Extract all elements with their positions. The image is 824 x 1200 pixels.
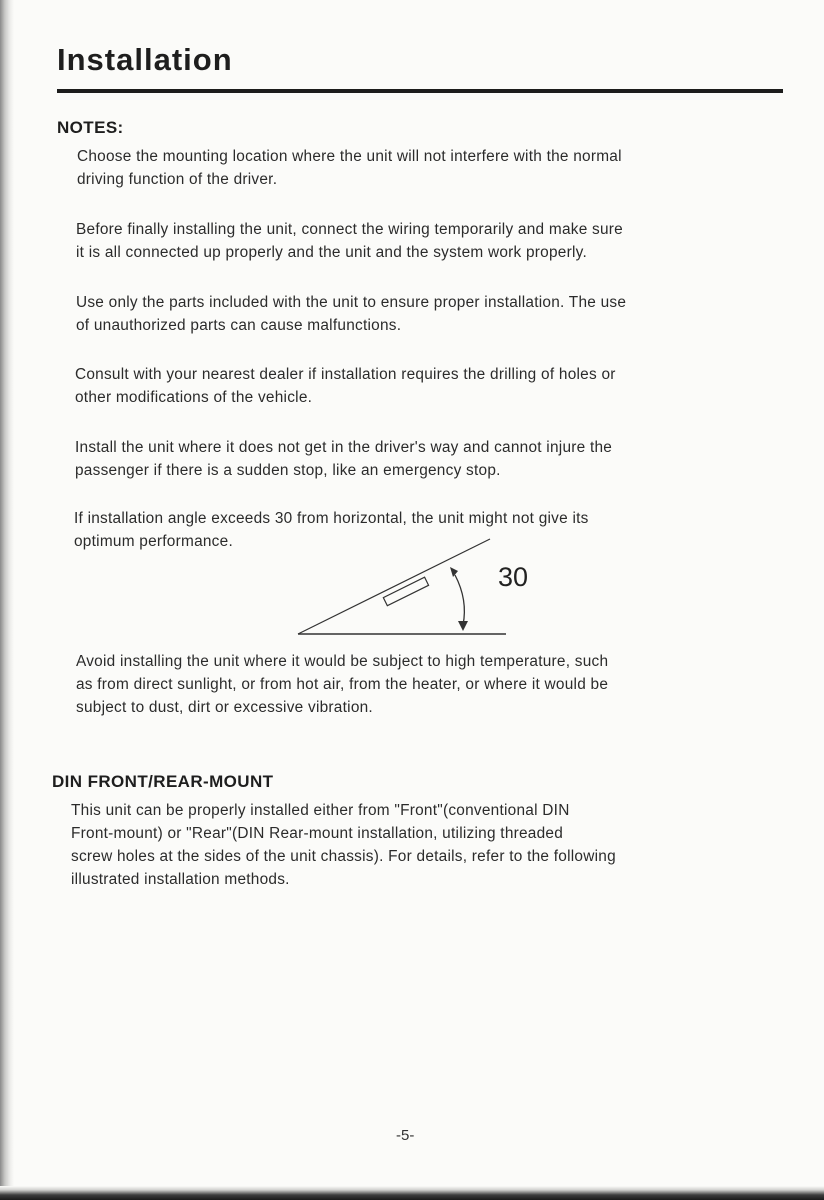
din-line: illustrated installation methods.: [71, 871, 290, 888]
page-bottom-edge: [0, 1186, 824, 1200]
note-line: passenger if there is a sudden stop, like an emergency stop.: [75, 462, 501, 479]
din-line: This unit can be properly installed either from "Front"(conventional DIN: [71, 802, 570, 819]
din-mount-paragraph: [71, 799, 616, 891]
notes-heading: NOTES:: [57, 118, 124, 137]
page-number: -5-: [396, 1127, 415, 1144]
unit-rectangle: [383, 577, 428, 605]
note-line: Consult with your nearest dealer if installation requires the drilling of holes or: [75, 366, 616, 383]
note-paragraph: [75, 436, 612, 482]
note-paragraph: [75, 363, 616, 409]
note-line: optimum performance.: [74, 533, 233, 550]
angle-line: [298, 539, 490, 634]
note-line: Before finally installing the unit, connect the wiring temporarily and make sure: [76, 221, 623, 238]
arrow-head-up: [450, 567, 458, 577]
note-line: subject to dust, dirt or excessive vibration.: [76, 699, 373, 716]
note-paragraph: [76, 291, 626, 337]
note-paragraph: [76, 218, 623, 264]
note-line: Choose the mounting location where the unit will not interfere with the normal: [77, 148, 622, 165]
note-line: If installation angle exceeds 30 from horizontal, the unit might not give its: [74, 510, 589, 527]
note-paragraph: [76, 650, 608, 719]
note-line: Avoid installing the unit where it would be subject to high temperature, such: [76, 653, 609, 670]
note-line: other modifications of the vehicle.: [75, 389, 313, 406]
title-underline: [57, 89, 783, 93]
angle-arc: [455, 575, 464, 625]
din-line: Front-mount) or "Rear"(DIN Rear-mount installation, utilizing threaded: [71, 825, 564, 842]
note-line: driving function of the driver.: [77, 171, 278, 188]
note-paragraph: [77, 145, 622, 191]
note-line: it is all connected up properly and the unit and the system work properly.: [76, 244, 587, 261]
din-mount-heading: DIN FRONT/REAR-MOUNT: [52, 772, 274, 791]
angle-label: 30: [498, 562, 529, 592]
note-line: of unauthorized parts can cause malfunctions.: [76, 317, 402, 334]
note-line: as from direct sunlight, or from hot air, from the heater, or where it would be: [76, 676, 609, 693]
arrow-head-down: [458, 621, 468, 631]
note-line: Install the unit where it does not get in the driver's way and cannot injure the: [75, 439, 613, 456]
note-line: Use only the parts included with the unit to ensure proper installation. The use: [76, 294, 627, 311]
page-binding-shadow: [0, 0, 14, 1200]
din-line: screw holes at the sides of the unit chassis). For details, refer to the following: [71, 848, 616, 865]
page-title: Installation: [57, 42, 233, 77]
